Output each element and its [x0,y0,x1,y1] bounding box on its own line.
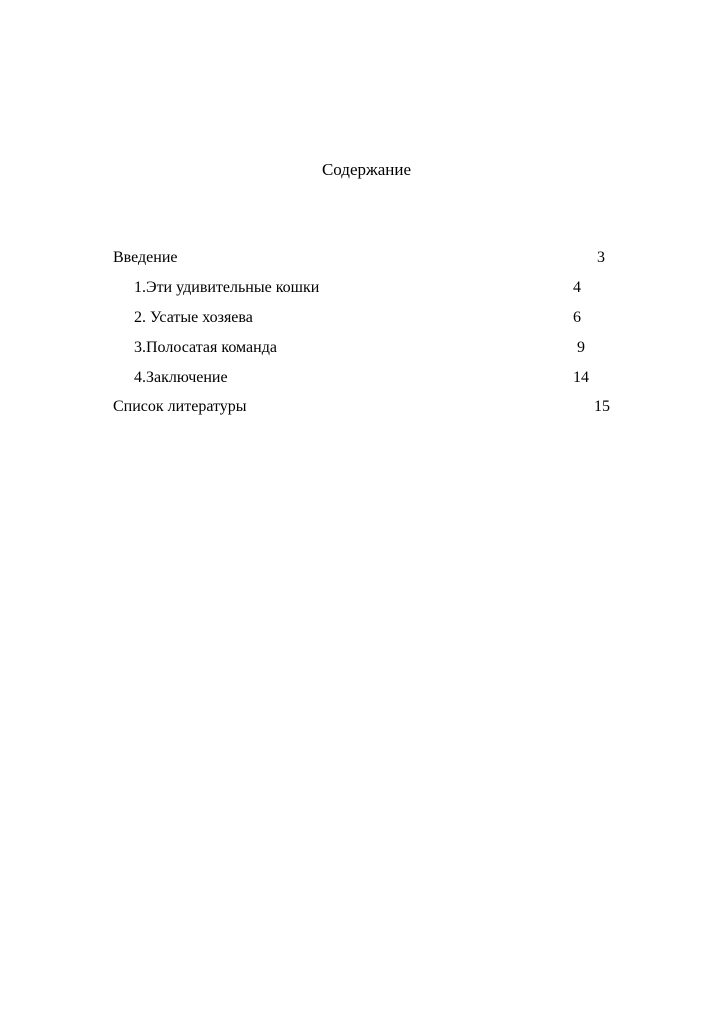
toc-entry-page: 4 [573,279,581,296]
toc-entry-page: 9 [577,339,585,356]
toc-entry-label: Введение [113,249,178,266]
toc-entry-label: 2. Усатые хозяева [134,309,253,326]
toc-entry-label: 1.Эти удивительные кошки [134,279,320,296]
toc-entry-page: 6 [573,309,581,326]
toc-title-text: Содержание [321,160,412,179]
toc-entry-label: Список литературы [113,398,247,415]
toc-entry-page: 3 [597,249,605,266]
toc-entry-label: 4.Заключение [134,369,228,386]
toc-entry-page: 14 [573,369,589,386]
toc-entry-page: 15 [594,398,610,415]
toc-entry-label: 3.Полосатая команда [134,339,277,356]
toc-title [0,160,728,180]
